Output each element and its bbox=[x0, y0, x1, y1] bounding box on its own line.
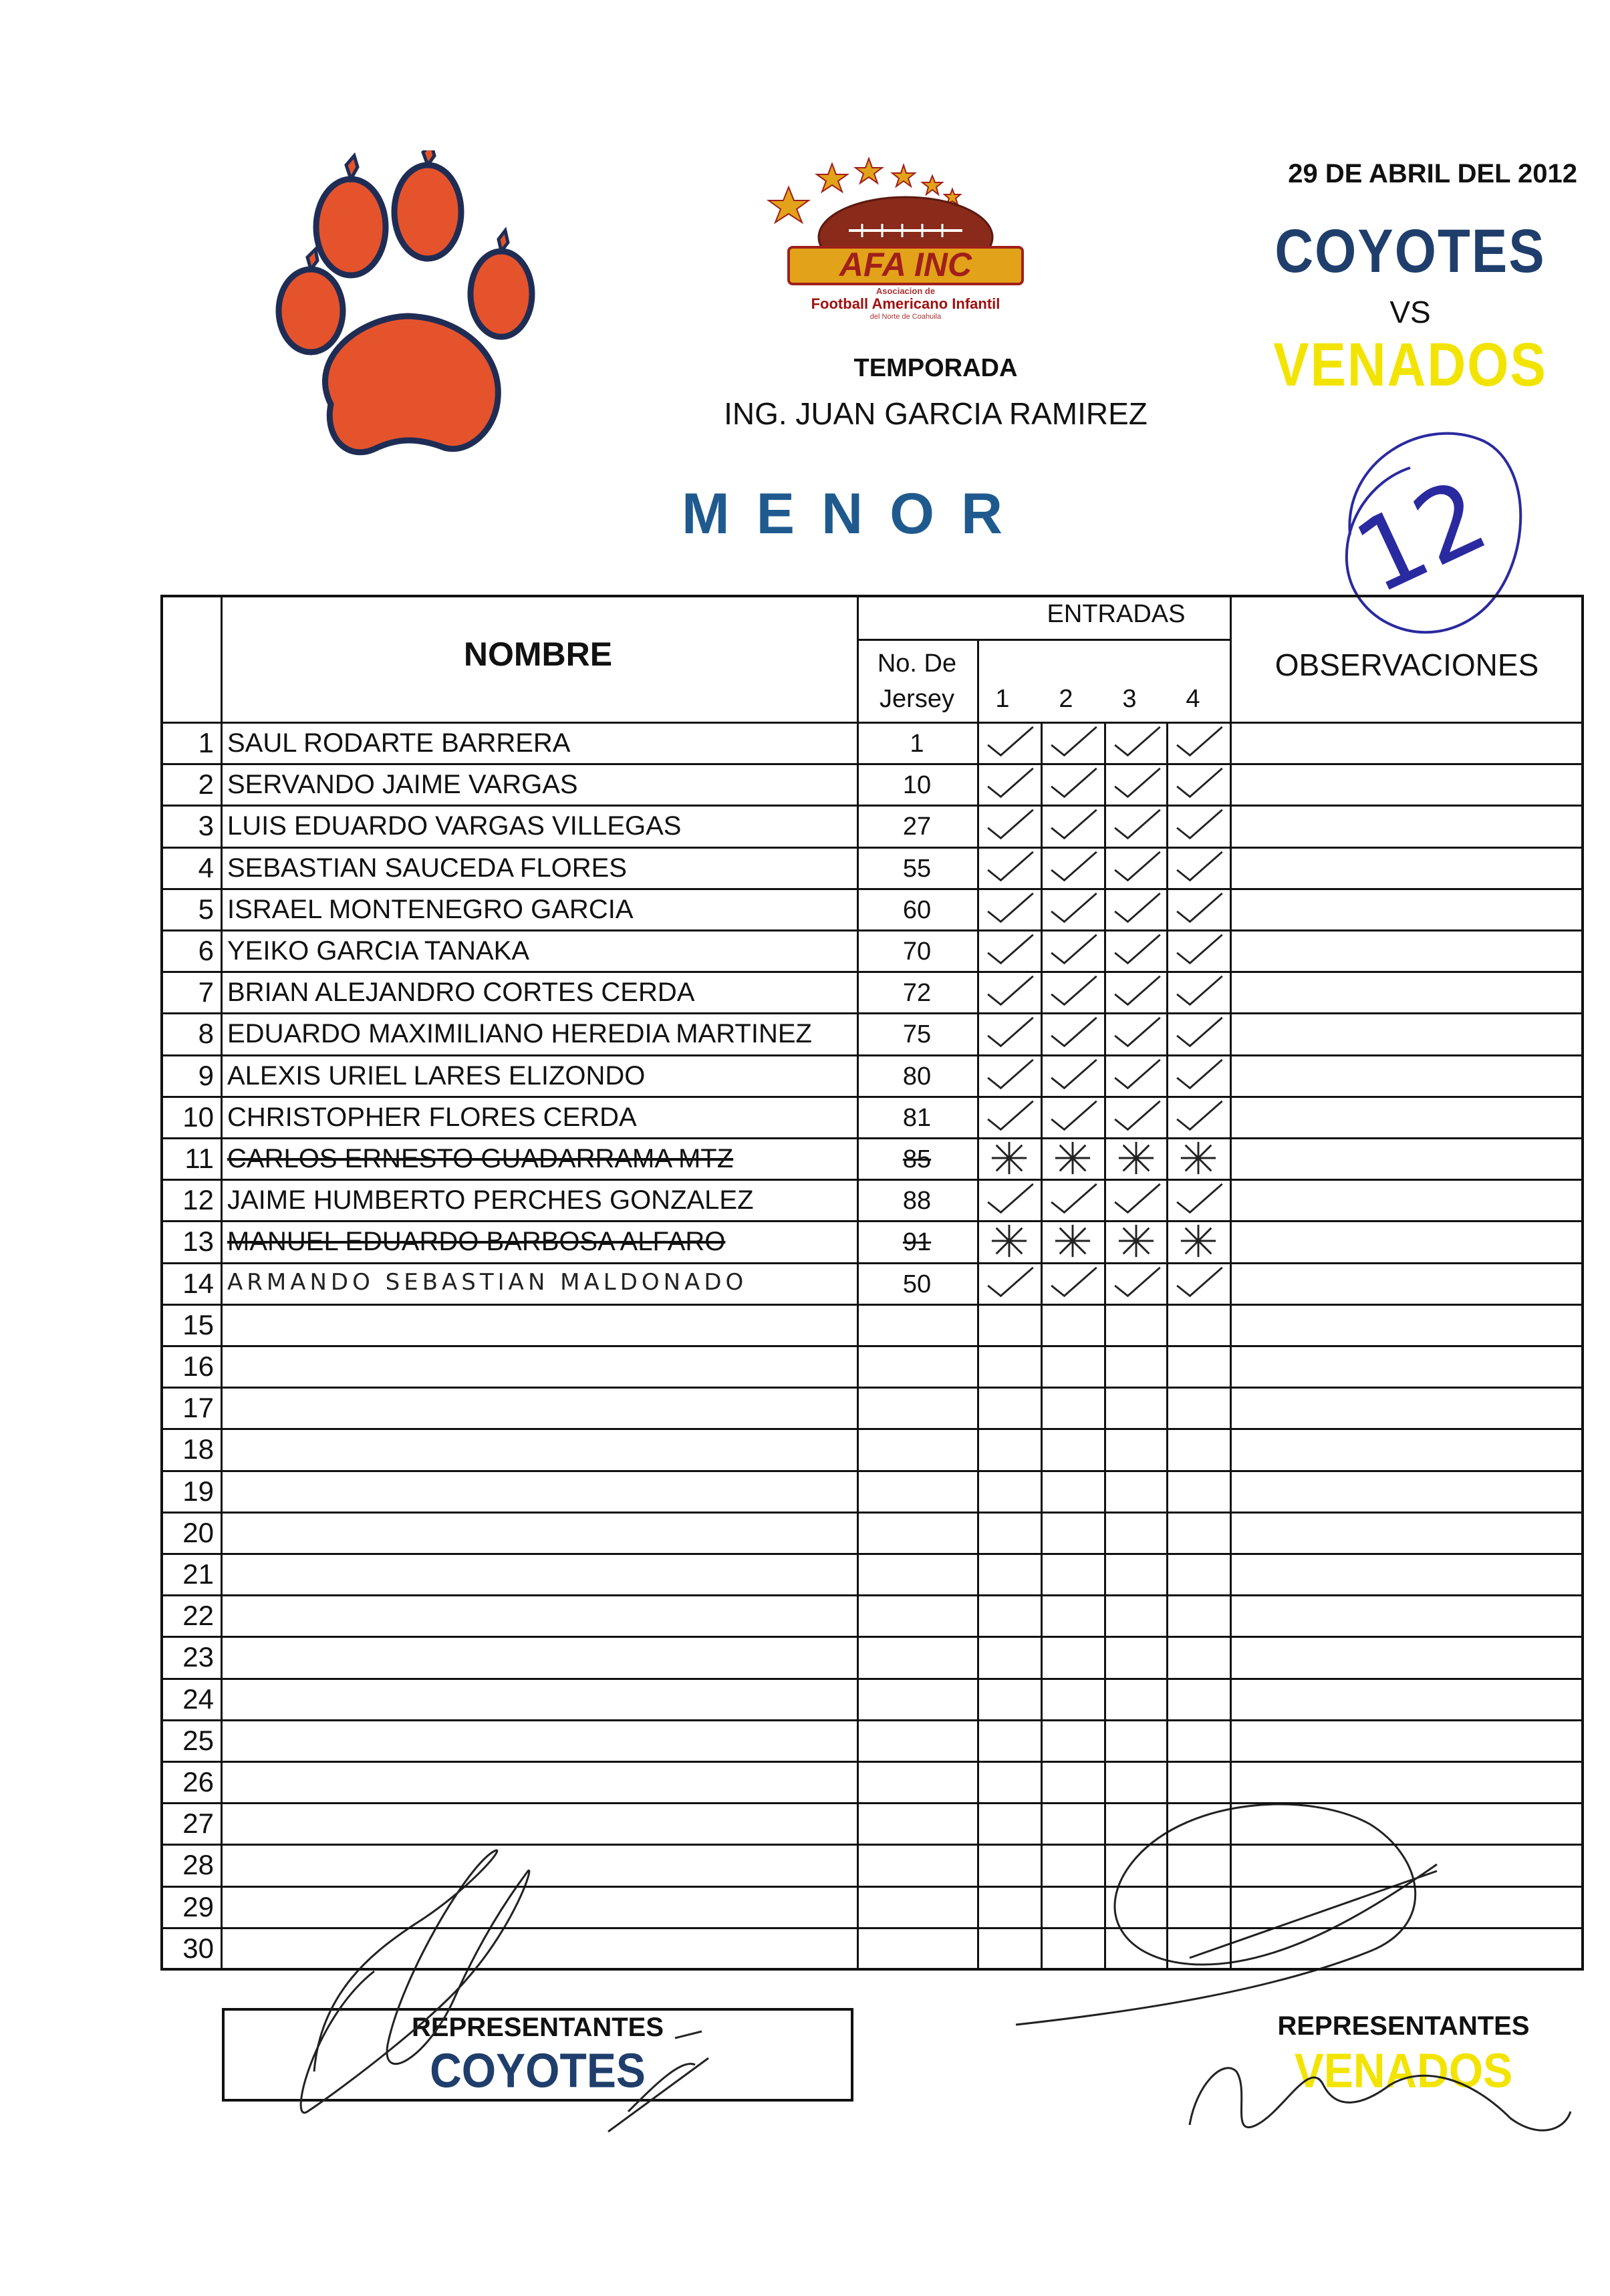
entry-cross-icon bbox=[980, 1139, 1039, 1177]
entry-check-icon bbox=[980, 806, 1039, 845]
row-line bbox=[160, 1428, 1584, 1430]
jersey-number: 1 bbox=[910, 730, 924, 758]
row-line bbox=[160, 1719, 1584, 1721]
entry-check-icon bbox=[1169, 1264, 1228, 1302]
jersey-number: 81 bbox=[902, 1103, 932, 1132]
entry-check-icon bbox=[1107, 764, 1166, 803]
entry-check-icon bbox=[1169, 764, 1228, 803]
entries-subheader-line bbox=[857, 639, 1230, 641]
player-name: YEIKO GARCIA TANAKA bbox=[227, 936, 529, 966]
row-line bbox=[160, 1802, 1584, 1804]
away-team: VENADOS bbox=[1273, 330, 1547, 399]
row-line bbox=[160, 1012, 1584, 1014]
entry-check-icon bbox=[1169, 723, 1228, 762]
jersey-number: 60 bbox=[902, 895, 932, 924]
entry-check-icon bbox=[1169, 1056, 1228, 1095]
versus-label: VS bbox=[1389, 295, 1431, 329]
entry-check-icon bbox=[1169, 1180, 1228, 1219]
row-line bbox=[160, 1345, 1584, 1347]
row-line bbox=[160, 1553, 1584, 1555]
row-number: 28 bbox=[182, 1849, 214, 1881]
row-line bbox=[160, 1179, 1584, 1181]
row-line bbox=[160, 1594, 1584, 1596]
jersey-number: 50 bbox=[902, 1270, 932, 1298]
row-number: 29 bbox=[182, 1890, 214, 1922]
jersey-number: 75 bbox=[902, 1020, 932, 1049]
entry-check-icon bbox=[1043, 1014, 1102, 1052]
jersey-number: 80 bbox=[902, 1062, 932, 1091]
entry-check-icon bbox=[980, 723, 1039, 762]
entry-check-icon bbox=[1043, 806, 1102, 845]
entry-check-icon bbox=[1169, 1014, 1228, 1052]
afa-logo-text: AFA INC bbox=[839, 246, 972, 283]
player-name: SAUL RODARTE BARRERA bbox=[227, 728, 571, 758]
entry-check-icon bbox=[1169, 889, 1228, 928]
jersey-number: 27 bbox=[902, 813, 932, 841]
player-name: LUIS EDUARDO VARGAS VILLEGAS bbox=[227, 811, 682, 841]
entry-cross-icon bbox=[1169, 1139, 1228, 1177]
row-number: 17 bbox=[182, 1392, 214, 1424]
header-observations: OBSERVACIONES bbox=[1274, 648, 1539, 682]
player-name: MANUEL EDUARDO BARBOSA ALFARO bbox=[227, 1227, 726, 1257]
entry-check-icon bbox=[1043, 931, 1102, 970]
entry-cross-icon bbox=[1043, 1222, 1102, 1260]
entry-check-icon bbox=[980, 848, 1039, 887]
header-entries: ENTRADAS bbox=[1047, 600, 1186, 628]
player-name: EDUARDO MAXIMILIANO HEREDIA MARTINEZ bbox=[227, 1019, 812, 1049]
header-entry-1: 1 bbox=[995, 685, 1010, 713]
entry-check-icon bbox=[1043, 889, 1102, 928]
row-line bbox=[160, 1096, 1584, 1098]
venados-rep-team: VENADOS bbox=[1294, 2043, 1513, 2098]
entry-check-icon bbox=[980, 972, 1039, 1011]
row-line bbox=[160, 1636, 1584, 1638]
entry-cross-icon bbox=[1169, 1222, 1228, 1260]
entry-check-icon bbox=[1043, 1264, 1102, 1302]
jersey-number: 10 bbox=[902, 771, 932, 800]
row-line bbox=[160, 1678, 1584, 1680]
row-number: 4 bbox=[198, 851, 214, 883]
row-line bbox=[160, 1969, 1584, 1971]
jersey-number: 85 bbox=[902, 1145, 932, 1173]
player-name: ISRAEL MONTENEGRO GARCIA bbox=[227, 894, 634, 924]
row-line bbox=[160, 1470, 1584, 1472]
jersey-number: 72 bbox=[902, 979, 932, 1008]
entry-check-icon bbox=[1107, 1097, 1166, 1136]
row-number: 18 bbox=[182, 1433, 214, 1465]
row-number: 11 bbox=[184, 1143, 214, 1174]
entry-check-icon bbox=[1107, 806, 1166, 845]
row-number: 21 bbox=[182, 1558, 214, 1590]
season-label: TEMPORADA bbox=[853, 354, 1018, 382]
entry-check-icon bbox=[980, 1097, 1039, 1136]
row-line bbox=[160, 1304, 1584, 1306]
afa-subtitle-3: del Norte de Coahuila bbox=[869, 313, 942, 321]
entry-check-icon bbox=[1169, 806, 1228, 845]
row-line bbox=[160, 763, 1584, 765]
row-line bbox=[160, 971, 1584, 973]
entry-check-icon bbox=[1169, 972, 1228, 1011]
game-date: 29 DE ABRIL DEL 2012 bbox=[1288, 159, 1577, 188]
row-line bbox=[160, 1387, 1584, 1389]
row-number: 12 bbox=[182, 1184, 214, 1216]
row-number: 24 bbox=[182, 1683, 214, 1715]
entry-check-icon bbox=[1107, 889, 1166, 928]
row-line bbox=[160, 888, 1584, 890]
header-name: NOMBRE bbox=[463, 635, 613, 673]
entry-cross-icon bbox=[980, 1222, 1039, 1260]
row-line bbox=[160, 1054, 1584, 1056]
entry-check-icon bbox=[1107, 972, 1166, 1011]
header-jersey-line2: Jersey bbox=[880, 685, 954, 713]
row-number: 19 bbox=[182, 1475, 214, 1507]
row-line bbox=[160, 929, 1584, 931]
row-number: 7 bbox=[198, 976, 214, 1008]
row-number: 2 bbox=[198, 768, 214, 801]
entry-check-icon bbox=[980, 1056, 1039, 1095]
entry-check-icon bbox=[1107, 848, 1166, 887]
row-line bbox=[160, 847, 1584, 849]
player-name: SERVANDO JAIME VARGAS bbox=[227, 770, 578, 800]
row-number: 5 bbox=[198, 893, 214, 925]
entry-cross-icon bbox=[1107, 1222, 1166, 1260]
row-line bbox=[160, 1844, 1584, 1846]
venados-rep-label: REPRESENTANTES bbox=[1277, 2011, 1530, 2041]
coyotes-rep-label: REPRESENTANTES bbox=[411, 2013, 664, 2042]
row-number: 13 bbox=[182, 1226, 214, 1258]
entry-check-icon bbox=[1107, 1056, 1166, 1095]
row-line bbox=[160, 722, 1584, 724]
player-name: CARLOS ERNESTO GUADARRAMA MTZ bbox=[227, 1144, 734, 1173]
row-number: 23 bbox=[182, 1641, 214, 1673]
entry-cross-icon bbox=[1043, 1139, 1102, 1177]
row-number: 1 bbox=[198, 727, 214, 758]
header-entry-4: 4 bbox=[1186, 685, 1200, 713]
header-jersey-line1: No. De bbox=[877, 650, 957, 678]
row-line bbox=[160, 1512, 1584, 1514]
entry-check-icon bbox=[1107, 1014, 1166, 1052]
entry-check-icon bbox=[1169, 848, 1228, 887]
row-line bbox=[160, 1220, 1584, 1222]
entry-check-icon bbox=[1043, 1180, 1102, 1219]
row-number: 3 bbox=[198, 810, 214, 842]
entry-check-icon bbox=[1043, 723, 1102, 762]
entry-check-icon bbox=[1043, 764, 1102, 803]
season-name: ING. JUAN GARCIA RAMIREZ bbox=[724, 396, 1148, 431]
row-line bbox=[160, 1761, 1584, 1763]
entry-check-icon bbox=[980, 1180, 1039, 1219]
row-line bbox=[160, 805, 1584, 807]
entry-check-icon bbox=[1043, 972, 1102, 1011]
row-number: 6 bbox=[198, 935, 214, 966]
row-number: 9 bbox=[198, 1059, 214, 1091]
entry-check-icon bbox=[1043, 1056, 1102, 1095]
jersey-number: 70 bbox=[902, 938, 932, 966]
entry-check-icon bbox=[980, 1014, 1039, 1052]
player-name: JAIME HUMBERTO PERCHES GONZALEZ bbox=[227, 1185, 754, 1215]
entry-check-icon bbox=[1107, 931, 1166, 970]
jersey-number: 55 bbox=[902, 854, 932, 883]
entry-check-icon bbox=[980, 931, 1039, 970]
entry-check-icon bbox=[980, 889, 1039, 928]
row-number: 25 bbox=[182, 1724, 214, 1756]
player-name: BRIAN ALEJANDRO CORTES CERDA bbox=[227, 978, 695, 1008]
row-number: 30 bbox=[182, 1932, 214, 1964]
row-number: 26 bbox=[182, 1766, 214, 1798]
row-line bbox=[160, 1927, 1584, 1929]
header-entry-2: 2 bbox=[1059, 685, 1073, 713]
entry-check-icon bbox=[1169, 931, 1228, 970]
row-number: 8 bbox=[198, 1018, 214, 1050]
player-name: ARMANDO SEBASTIAN MALDONADO bbox=[227, 1268, 748, 1296]
row-number: 16 bbox=[182, 1350, 214, 1382]
entry-cross-icon bbox=[1107, 1139, 1166, 1177]
afa-subtitle-2: Football Americano Infantil bbox=[811, 295, 1000, 312]
row-number: 15 bbox=[182, 1308, 214, 1340]
header-entry-3: 3 bbox=[1122, 685, 1137, 713]
row-number: 14 bbox=[182, 1267, 214, 1299]
entry-check-icon bbox=[980, 1264, 1039, 1302]
row-line bbox=[160, 1886, 1584, 1888]
player-name: ALEXIS URIEL LARES ELIZONDO bbox=[227, 1060, 646, 1091]
player-name: CHRISTOPHER FLORES CERDA bbox=[227, 1102, 637, 1132]
jersey-number: 91 bbox=[902, 1228, 932, 1257]
category-title: MENOR bbox=[682, 482, 1030, 546]
coyotes-rep-team: COYOTES bbox=[430, 2043, 646, 2098]
home-team: COYOTES bbox=[1274, 217, 1546, 285]
circled-number: 12 bbox=[1339, 457, 1504, 617]
row-number: 10 bbox=[182, 1101, 214, 1133]
entry-check-icon bbox=[980, 764, 1039, 803]
entry-check-icon bbox=[1043, 848, 1102, 887]
entry-check-icon bbox=[1107, 723, 1166, 762]
row-line bbox=[160, 1262, 1584, 1264]
entry-check-icon bbox=[1107, 1180, 1166, 1219]
paw-logo bbox=[267, 150, 568, 478]
entry-check-icon bbox=[1107, 1264, 1166, 1302]
row-number: 20 bbox=[182, 1516, 214, 1548]
row-number: 22 bbox=[182, 1600, 214, 1632]
jersey-number: 88 bbox=[902, 1187, 932, 1215]
afa-subtitle-1: Asociacion de bbox=[876, 286, 936, 296]
player-name: SEBASTIAN SAUCEDA FLORES bbox=[227, 853, 627, 883]
row-number: 27 bbox=[182, 1808, 214, 1840]
entry-check-icon bbox=[1043, 1097, 1102, 1136]
row-line bbox=[160, 1137, 1584, 1139]
entry-check-icon bbox=[1169, 1097, 1228, 1136]
